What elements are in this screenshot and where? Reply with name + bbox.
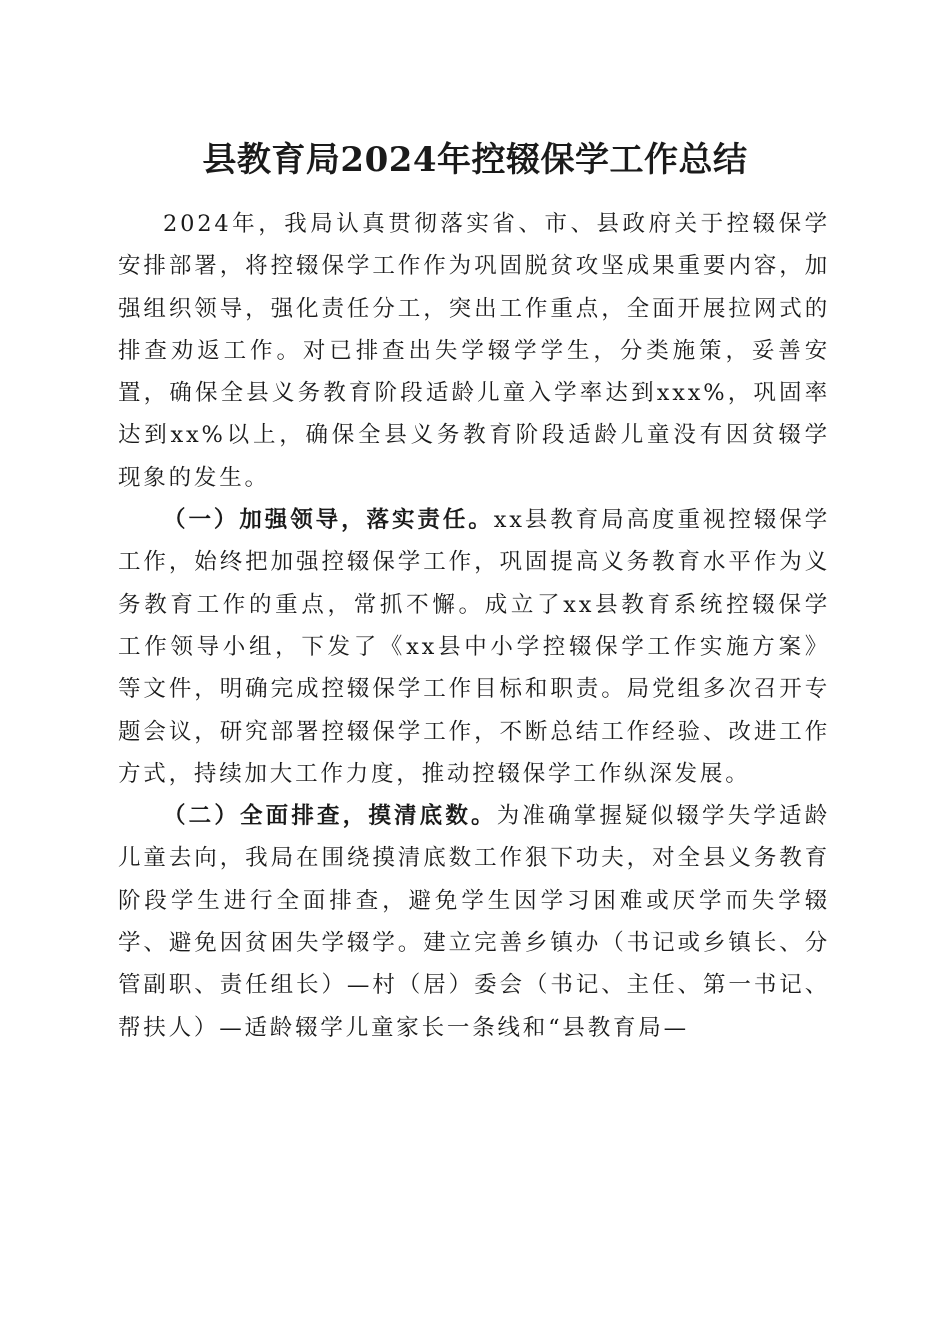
- document-title: 县教育局2024年控辍保学工作总结: [202, 140, 748, 180]
- section-heading: （二）全面排查，摸清底数。: [163, 803, 497, 830]
- paragraph-section-1: [118, 499, 830, 795]
- paragraph-text: xx县教育局高度重视控辍保学工作，始终把加强控辍保学工作，巩固提高义务教育水平作为义务教育工作的重点，常抓不懈。成立了xx县教育系统控辍保学工作领导小组，下发了《xx县中小学控辍保学工作实施方案》等文件，明确完成控辍保学工作目标和职责。局党组多次召开专题会议，研究部署控辍保学工作，不断总结工作经验、改进工作方式，持续加大工作力度，推动控辍保学工作纵深发展。: [118, 507, 830, 787]
- paragraph-section-2: [118, 795, 830, 1049]
- document-body: [118, 203, 830, 1049]
- paragraph-text: 2024年，我局认真贯彻落实省、市、县政府关于控辍保学安排部署，将控辍保学工作作为巩固脱贫攻坚成果重要内容，加强组织领导，强化责任分工，突出工作重点，全面开展拉网式的排查劝返工作。对已排查出失学辍学学生，分类施策，妥善安置，确保全县义务教育阶段适龄儿童入学率达到xxx%，巩固率达到xx%以上，确保全县义务教育阶段适龄儿童没有因贫辍学现象的发生。: [118, 211, 830, 491]
- paragraph-intro: [118, 203, 830, 499]
- paragraph-text: 为准确掌握疑似辍学失学适龄儿童去向，我局在围绕摸清底数工作狠下功夫，对全县义务教育阶段学生进行全面排查，避免学生因学习困难或厌学而失学辍学、避免因贫困失学辍学。建立完善乡镇办（书记或乡镇长、分管副职、责任组长）—村（居）委会（书记、主任、第一书记、帮扶人）—适龄辍学儿童家长一条线和“县教育局—: [118, 803, 830, 1041]
- section-heading: （一）加强领导，落实责任。: [163, 507, 494, 534]
